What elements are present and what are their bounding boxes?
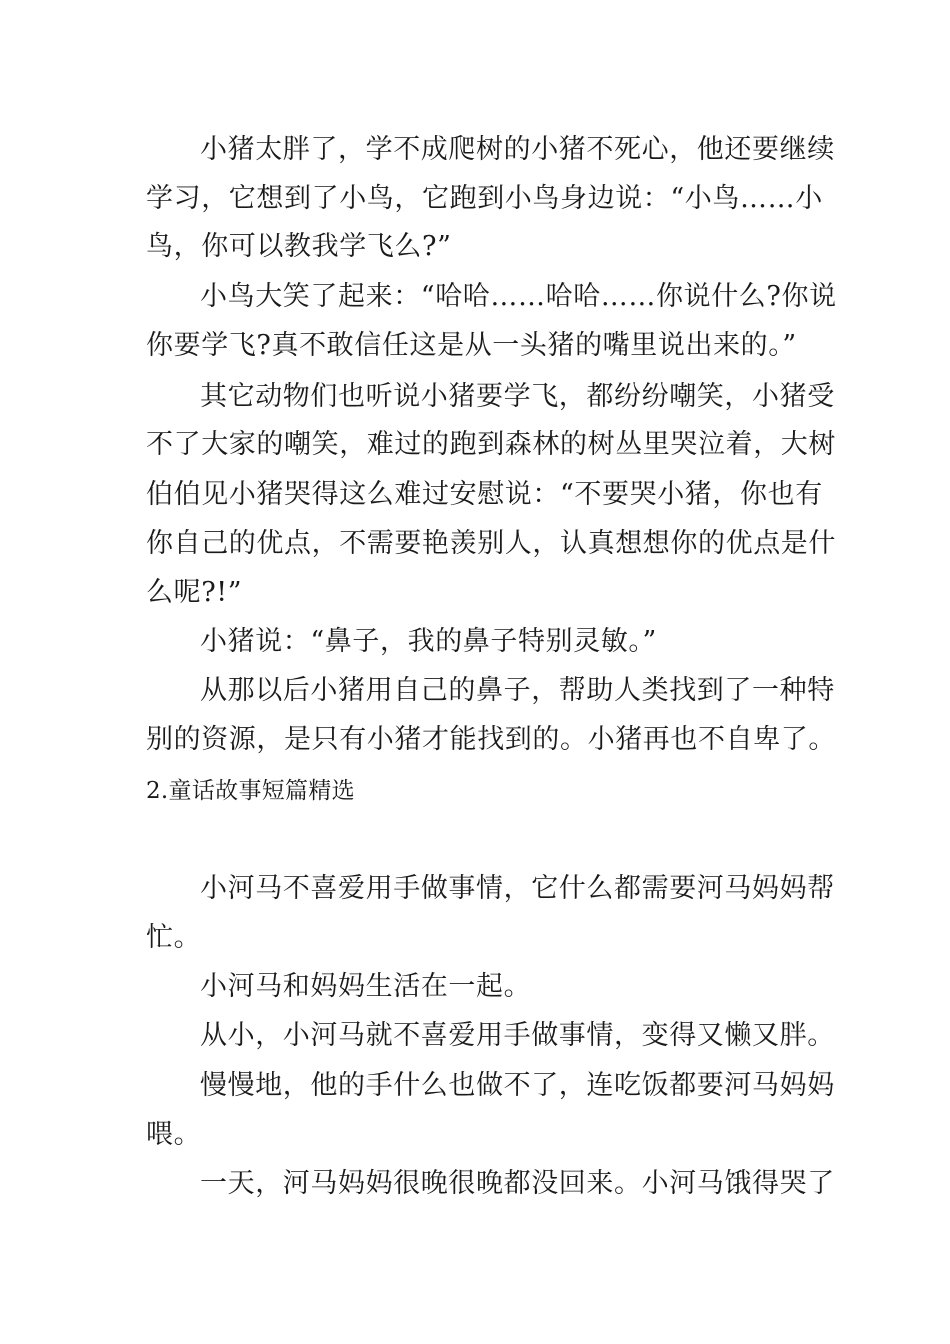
paragraph-line: 你要学飞?真不敢信任这是从一头猪的嘴里说出来的。”: [146, 330, 797, 361]
paragraph-line: 鸟，你可以教我学飞么?”: [146, 231, 452, 262]
paragraph-line: 不了大家的嘲笑，难过的跑到森林的树丛里哭泣着，大树: [146, 429, 836, 460]
paragraph-line: 么呢?!”: [146, 577, 243, 608]
section-heading: 2.童话故事短篇精选: [146, 778, 355, 804]
paragraph-line: 小猪太胖了，学不成爬树的小猪不死心，他还要继续: [200, 134, 835, 165]
paragraph-line: 小河马不喜爱用手做事情，它什么都需要河马妈妈帮: [200, 873, 835, 904]
paragraph-line: 小河马和妈妈生活在一起。: [200, 971, 532, 1002]
paragraph-line: 学习，它想到了小鸟，它跑到小鸟身边说：“小鸟……小: [146, 183, 823, 214]
paragraph-line: 别的资源，是只有小猪才能找到的。小猪再也不自卑了。: [146, 724, 836, 755]
paragraph-line: 你自己的优点，不需要艳羡别人，认真想想你的优点是什: [146, 528, 836, 559]
paragraph-line: 忙。: [146, 922, 202, 953]
paragraph-line: 其它动物们也听说小猪要学飞，都纷纷嘲笑，小猪受: [200, 381, 835, 412]
paragraph-line: 小鸟大笑了起来：“哈哈……哈哈……你说什么?你说: [200, 281, 837, 312]
paragraph-line: 慢慢地，他的手什么也做不了，连吃饭都要河马妈妈: [200, 1070, 835, 1101]
paragraph-line: 小猪说：“鼻子，我的鼻子特别灵敏。”: [200, 626, 657, 657]
paragraph-line: 从小，小河马就不喜爱用手做事情，变得又懒又胖。: [200, 1020, 835, 1051]
paragraph-line: 伯伯见小猪哭得这么难过安慰说：“不要哭小猪，你也有: [146, 479, 823, 510]
paragraph-line: 从那以后小猪用自己的鼻子，帮助人类找到了一种特: [200, 675, 835, 706]
paragraph-line: 喂。: [146, 1119, 202, 1150]
paragraph-line: 一天，河马妈妈很晚很晚都没回来。小河马饿得哭了: [200, 1168, 835, 1199]
